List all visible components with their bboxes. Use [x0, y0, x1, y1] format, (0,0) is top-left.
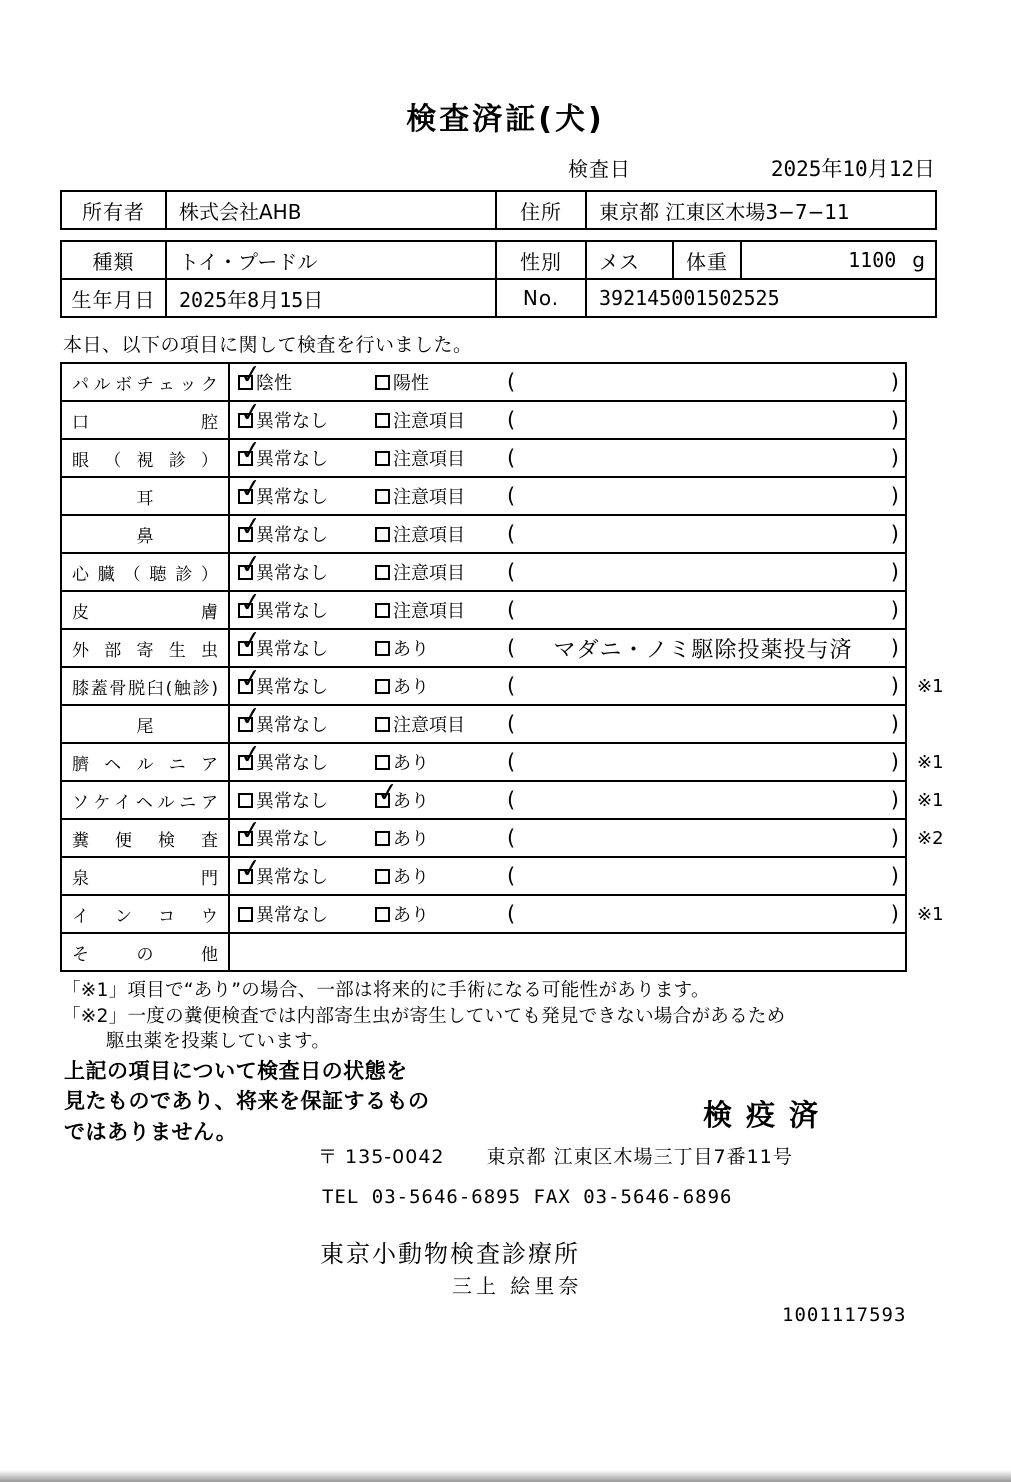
paren-close: ): [890, 484, 899, 508]
checkbox-icon: [375, 603, 390, 618]
exam-options-cell: [229, 510, 906, 553]
paren-close: ): [890, 636, 899, 660]
owner-info-table: [60, 190, 937, 230]
exam-row: [61, 819, 964, 857]
exam-option-primary: [238, 510, 375, 547]
paren-open: (: [507, 636, 516, 660]
exam-options-cell: [229, 624, 906, 667]
exam-options-cell: [229, 586, 906, 629]
intro-text: 本日、以下の項目に関して検査を行いました。: [63, 334, 473, 356]
owner-row: [61, 191, 936, 229]
exam-option-secondary-label: 注意項目: [393, 449, 465, 470]
exam-option-primary: [238, 586, 375, 623]
exam-option-primary-label: 異常なし: [256, 411, 328, 432]
exam-options-cell: [229, 738, 906, 781]
exam-row-mark: [906, 439, 964, 477]
paren-close: ): [890, 826, 899, 850]
exam-option-secondary: [375, 369, 505, 395]
clinic-address-line: [318, 1142, 793, 1169]
exam-option-primary: [238, 358, 375, 395]
checkbox-icon: [375, 451, 390, 466]
paren-open: (: [507, 408, 516, 432]
weight-cell: [741, 241, 936, 279]
exam-options-cell: [229, 814, 906, 857]
exam-options-cell: [229, 548, 906, 591]
owner-value: 株式会社AHB: [166, 191, 496, 229]
exam-row: [61, 629, 964, 667]
no-value: 392145001502525: [586, 279, 936, 317]
checkmark-icon: ✓: [238, 624, 264, 657]
checkmark-icon: ✓: [238, 586, 264, 619]
exam-remarks-area: [505, 750, 905, 774]
checkmark-icon: ✓: [238, 814, 264, 847]
paren-open: (: [507, 864, 516, 888]
exam-item-label: 眼（視診）: [61, 439, 229, 477]
exam-option-secondary-label: あり: [393, 639, 429, 660]
exam-option-secondary: [375, 749, 505, 775]
exam-row: [61, 933, 964, 971]
checkmark-icon: ✓: [238, 852, 264, 885]
paren-open: (: [507, 674, 516, 698]
clinic-address: 東京都 江東区木場三丁目7番11号: [486, 1146, 793, 1168]
checkbox-icon: [375, 869, 390, 884]
exam-item-label: その他: [61, 933, 229, 971]
exam-row-mark: [906, 591, 964, 629]
checkmark-icon: ✓: [238, 548, 264, 581]
exam-option-secondary-label: あり: [393, 829, 429, 850]
checkbox-icon: [375, 489, 390, 504]
exam-options-cell: [229, 396, 906, 439]
exam-option-secondary: [375, 901, 505, 927]
weight-value: 1100: [848, 248, 897, 272]
exam-option-primary-label: 異常なし: [256, 639, 328, 660]
exam-row: [61, 553, 964, 591]
exam-row-mark: [906, 857, 964, 895]
exam-row: [61, 857, 964, 895]
exam-item-label: 鼻: [61, 515, 229, 553]
tel-fax-line: TEL 03-5646-6895 FAX 03-5646-6896: [322, 1186, 733, 1208]
exam-options-cell: [229, 358, 906, 401]
paren-close: ): [890, 788, 899, 812]
paren-open: (: [507, 826, 516, 850]
exam-item-label: 糞便検査: [61, 819, 229, 857]
checkbox-icon: [238, 814, 264, 847]
checkbox-icon: [238, 852, 264, 885]
exam-option-primary-label: 異常なし: [256, 601, 328, 622]
exam-remarks-area: [505, 484, 905, 508]
exam-row: [61, 895, 964, 933]
paren-open: (: [507, 788, 516, 812]
checkbox-icon: [375, 527, 390, 542]
checkbox-icon: [238, 586, 264, 619]
exam-remarks-area: [505, 522, 905, 546]
exam-row: [61, 515, 964, 553]
exam-option-secondary: [375, 597, 505, 623]
exam-option-secondary: [375, 445, 505, 471]
exam-row: [61, 667, 964, 705]
exam-option-primary: [238, 814, 375, 851]
paren-open: (: [507, 446, 516, 470]
exam-option-primary: [238, 434, 375, 471]
paren-open: (: [507, 902, 516, 926]
serial-number: 1001117593: [782, 1304, 907, 1326]
exam-row-mark: ※1: [917, 751, 944, 773]
exam-row: [61, 743, 964, 781]
exam-options-cell: [229, 852, 906, 895]
footnotes: [62, 978, 785, 1055]
inspection-date-label: 検査日: [568, 157, 631, 181]
exam-item-label: 膝蓋骨脱臼(触診): [61, 667, 229, 705]
exam-item-label: 臍ヘルニア: [61, 743, 229, 781]
exam-option-primary: [238, 624, 375, 661]
exam-item-label: 泉門: [61, 857, 229, 895]
checkbox-icon: [375, 641, 390, 656]
breed-label: 種類: [61, 241, 166, 279]
birth-row: [61, 279, 936, 317]
clinic-name: 東京小動物検査診療所: [320, 1240, 580, 1268]
exam-option-secondary: [375, 635, 505, 661]
exam-option-secondary: [375, 863, 505, 889]
footnote-1: 「※1」項目で“あり”の場合、一部は将来的に手術になる可能性があります。: [62, 980, 710, 1001]
checkmark-icon: ✓: [238, 662, 264, 695]
checkmark-icon: ✓: [238, 472, 264, 505]
checkbox-icon: [375, 375, 390, 390]
exam-item-label: 尾: [61, 705, 229, 743]
exam-item-label: 口腔: [61, 401, 229, 439]
checkbox-icon: [375, 831, 390, 846]
exam-options-cell: [229, 776, 906, 819]
checkbox-icon: [238, 472, 264, 505]
checkbox-icon: [375, 565, 390, 580]
birth-label: 生年月日: [61, 279, 166, 317]
checkbox-icon: [238, 793, 253, 808]
birth-value: 2025年8月15日: [166, 279, 496, 317]
exam-item-label: インコウ: [61, 895, 229, 933]
exam-row-mark: ※1: [917, 903, 944, 925]
exam-option-secondary-label: 注意項目: [393, 411, 465, 432]
exam-option-primary: [238, 787, 375, 813]
exam-options-cell: [229, 434, 906, 477]
exam-item-label: 心臓（聴診）: [61, 553, 229, 591]
exam-option-primary-label: 異常なし: [256, 525, 328, 546]
exam-option-secondary-label: 注意項目: [393, 563, 465, 584]
checkmark-icon: ✓: [238, 510, 264, 543]
exam-option-secondary-label: 注意項目: [393, 715, 465, 736]
exam-option-primary: [238, 700, 375, 737]
postal-code: 〒 135-0042: [318, 1146, 445, 1168]
paren-close: ): [890, 902, 899, 926]
exam-option-primary: [238, 548, 375, 585]
checkbox-icon: [238, 662, 264, 695]
exam-option-primary: [238, 901, 375, 927]
exam-remarks-area: [505, 674, 905, 698]
exam-table: [60, 358, 965, 972]
breed-value: トイ・プードル: [166, 241, 496, 279]
exam-remark-text: マダニ・ノミ駆除投薬投与済: [553, 637, 853, 663]
checkbox-icon: [238, 510, 264, 543]
exam-options-cell: [229, 933, 906, 971]
exam-row-mark: ※2: [917, 827, 944, 849]
exam-row-mark: [906, 629, 964, 667]
inspection-date-row: [60, 153, 935, 183]
checkbox-icon: [375, 717, 390, 732]
exam-item-label: 耳: [61, 477, 229, 515]
paren-close: ): [890, 864, 899, 888]
checkbox-icon: [375, 679, 390, 694]
exam-remarks-area: [505, 370, 905, 394]
checkbox-icon: [375, 776, 401, 809]
exam-row: [61, 363, 964, 401]
checkbox-icon: [238, 358, 264, 391]
exam-option-secondary: [375, 825, 505, 851]
paren-close: ): [890, 370, 899, 394]
exam-option-primary: [238, 852, 375, 889]
sex-label: 性別: [496, 241, 586, 279]
paren-open: (: [507, 522, 516, 546]
exam-option-primary: [238, 738, 375, 775]
exam-option-secondary: [375, 407, 505, 433]
no-label: No.: [496, 279, 586, 317]
paren-open: (: [507, 370, 516, 394]
paren-close: ): [890, 750, 899, 774]
paren-close: ): [890, 446, 899, 470]
exam-row: [61, 401, 964, 439]
checkbox-icon: [238, 738, 264, 771]
exam-option-secondary-label: あり: [393, 753, 429, 774]
exam-option-primary: [238, 472, 375, 509]
exam-row: [61, 439, 964, 477]
exam-option-primary-label: 異常なし: [256, 829, 328, 850]
exam-option-secondary-label: あり: [393, 905, 429, 926]
breed-row: [61, 241, 936, 279]
checkbox-icon: [375, 907, 390, 922]
weight-label: 体重: [673, 241, 741, 279]
exam-option-secondary-label: 注意項目: [393, 525, 465, 546]
exam-row-mark: [906, 515, 964, 553]
footnote-2: 「※2」一度の糞便検査では内部寄生虫が寄生していても発見できない場合があるため: [62, 1005, 786, 1027]
paren-open: (: [507, 750, 516, 774]
sex-value: メス: [586, 241, 673, 279]
paren-close: ): [890, 674, 899, 698]
exam-option-secondary: [375, 711, 505, 737]
exam-remarks-area: [505, 864, 905, 888]
disclaimer-line-3: ではありません。: [64, 1119, 238, 1144]
exam-row: [61, 591, 964, 629]
exam-option-primary-label: 異常なし: [256, 449, 328, 470]
exam-option-primary-label: 異常なし: [256, 715, 328, 736]
exam-option-primary: [238, 396, 375, 433]
exam-option-secondary-label: あり: [393, 677, 429, 698]
paren-open: (: [507, 598, 516, 622]
exam-row-mark: [906, 401, 964, 439]
exam-option-primary-label: 異常なし: [256, 563, 328, 584]
exam-remarks-area: [505, 560, 905, 584]
exam-option-primary-label: 異常なし: [256, 677, 328, 698]
exam-options-cell: [229, 662, 906, 705]
exam-item-label: 外部寄生虫: [61, 629, 229, 667]
paren-close: ): [890, 408, 899, 432]
checkmark-icon: ✓: [238, 358, 264, 391]
checkbox-icon: [238, 548, 264, 581]
exam-option-secondary: [375, 559, 505, 585]
checkbox-icon: [375, 755, 390, 770]
checkbox-icon: [375, 413, 390, 428]
exam-item-label: 皮膚: [61, 591, 229, 629]
address-value: 東京都 江東区木場3−7−11: [586, 191, 936, 229]
exam-row-mark: ※1: [917, 789, 944, 811]
checkbox-icon: [238, 396, 264, 429]
exam-row-mark: [906, 477, 964, 515]
exam-remarks-area: [505, 598, 905, 622]
exam-option-secondary-label: 注意項目: [393, 601, 465, 622]
exam-option-secondary: [375, 521, 505, 547]
scanner-edge-artifact: [0, 1470, 1011, 1482]
exam-option-secondary-label: あり: [393, 791, 429, 812]
paren-open: (: [507, 712, 516, 736]
exam-option-primary-label: 異常なし: [256, 791, 328, 812]
checkmark-icon: ✓: [238, 700, 264, 733]
exam-option-primary-label: 陰性: [256, 373, 292, 394]
checkbox-icon: [238, 624, 264, 657]
exam-remarks-area: [505, 788, 905, 812]
checkmark-icon: ✓: [238, 434, 264, 467]
paren-open: (: [507, 560, 516, 584]
disclaimer-line-2: 見たものであり、将来を保証するもの: [64, 1089, 430, 1114]
exam-remarks-area: [505, 826, 905, 850]
exam-remarks-area: [505, 633, 905, 664]
exam-options-cell: [229, 700, 906, 743]
exam-row-mark: [906, 363, 964, 401]
exam-option-secondary: [375, 673, 505, 699]
paren-close: ): [890, 560, 899, 584]
checkbox-icon: [238, 907, 253, 922]
exam-option-secondary-label: 注意項目: [393, 487, 465, 508]
exam-option-secondary: [375, 776, 505, 813]
exam-item-label: ソケイヘルニア: [61, 781, 229, 819]
exam-option-secondary-label: あり: [393, 867, 429, 888]
inspection-date-value: 2025年10月12日: [770, 157, 935, 181]
exam-options-cell: [229, 472, 906, 515]
exam-option-secondary: [375, 483, 505, 509]
exam-remarks-area: [505, 902, 905, 926]
exam-row-mark: [906, 933, 964, 971]
exam-options-cell: [229, 895, 906, 933]
exam-remarks-area: [505, 446, 905, 470]
exam-remarks-area: [505, 408, 905, 432]
exam-option-primary-label: 異常なし: [256, 753, 328, 774]
exam-option-primary: [238, 662, 375, 699]
page-title: 検査済証(犬): [406, 102, 605, 137]
exam-option-primary-label: 異常なし: [256, 487, 328, 508]
exam-row: [61, 477, 964, 515]
quarantine-stamp: 検疫済: [703, 1098, 833, 1132]
disclaimer-line-1: 上記の項目について検査日の状態を: [64, 1059, 408, 1083]
exam-option-primary-label: 異常なし: [256, 905, 328, 926]
address-label: 住所: [496, 191, 586, 229]
exam-row-mark: [906, 705, 964, 743]
exam-remarks-area: [505, 712, 905, 736]
checkmark-icon: ✓: [238, 738, 264, 771]
paren-open: (: [507, 484, 516, 508]
paren-close: ): [890, 598, 899, 622]
animal-info-table: [60, 240, 937, 318]
checkmark-icon: ✓: [375, 776, 401, 809]
paren-close: ): [890, 712, 899, 736]
exam-row-mark: [906, 553, 964, 591]
owner-label: 所有者: [61, 191, 166, 229]
exam-option-primary-label: 異常なし: [256, 867, 328, 888]
exam-row: [61, 781, 964, 819]
exam-item-label: パルボチェック: [61, 363, 229, 401]
paren-close: ): [890, 522, 899, 546]
weight-unit: g: [912, 248, 925, 272]
disclaimer: [64, 1056, 430, 1147]
footnote-3: 駆虫薬を投薬しています。: [106, 1031, 331, 1053]
checkmark-icon: ✓: [238, 396, 264, 429]
checkbox-icon: [238, 700, 264, 733]
checkbox-icon: [238, 434, 264, 467]
exam-option-secondary-label: 陽性: [393, 373, 429, 394]
exam-row-mark: ※1: [917, 675, 944, 697]
veterinarian-name: 三上 絵里奈: [452, 1274, 583, 1298]
exam-row: [61, 705, 964, 743]
